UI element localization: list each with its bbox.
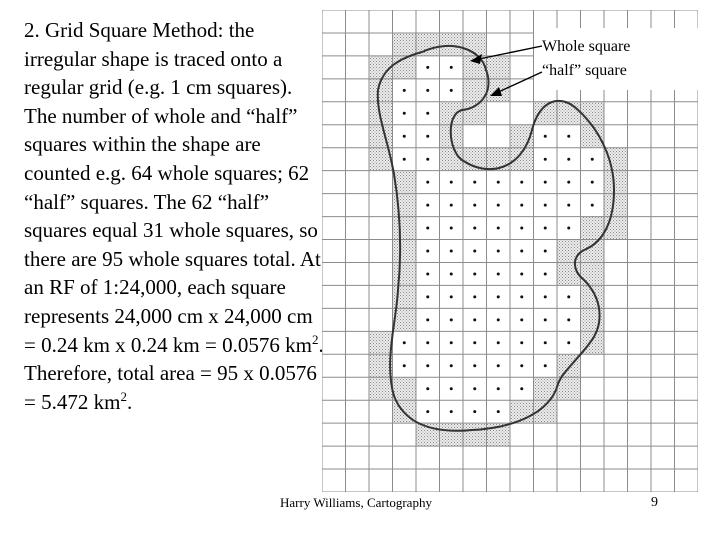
half-square-cell	[393, 240, 417, 263]
whole-square-dot	[497, 227, 500, 230]
superscript-1: 2	[311, 331, 319, 347]
whole-square-dot	[450, 66, 453, 69]
half-square-cell	[581, 217, 605, 240]
whole-square-dot	[426, 410, 429, 413]
whole-square-dot	[450, 181, 453, 184]
half-square-cell	[393, 33, 417, 56]
grid-figure	[322, 10, 698, 492]
whole-square-dot	[544, 364, 547, 367]
half-square-cell	[393, 262, 417, 285]
whole-square-dot	[544, 181, 547, 184]
text-part-1: 2. Grid Square Method: the irregular shape is traced onto a regular grid (e.g. 1 cm squares). The number of whole and “half” squares within the shape are counted e.g. 64 whole squares; 62 “half” squares. The 62 “half” squares equal 31 whole squares, so there are 95 whole squares total. At an RF of 1:24,000, each square represents 24,000 cm x 24,000 cm = 0.24 km x 0.24 km = 0.0576 km	[24, 18, 321, 357]
label-half-square: “half” square	[542, 62, 627, 79]
whole-square-dot	[426, 295, 429, 298]
whole-square-dot	[567, 227, 570, 230]
whole-square-dot	[426, 341, 429, 344]
whole-square-dot	[426, 250, 429, 253]
label-whole-square: Whole square	[542, 38, 631, 55]
whole-square-dot	[473, 341, 476, 344]
whole-square-dot	[426, 112, 429, 115]
whole-square-dot	[403, 112, 406, 115]
whole-square-dot	[497, 410, 500, 413]
whole-square-dot	[567, 318, 570, 321]
whole-square-dot	[473, 204, 476, 207]
half-square-cell	[581, 308, 605, 331]
whole-square-dot	[473, 250, 476, 253]
whole-square-dot	[450, 250, 453, 253]
whole-square-dot	[473, 227, 476, 230]
whole-square-dot	[520, 341, 523, 344]
whole-square-dot	[450, 272, 453, 275]
body-text	[24, 16, 324, 416]
whole-square-dot	[544, 341, 547, 344]
page-number: 9	[651, 495, 658, 510]
half-square-cell	[440, 33, 464, 56]
half-square-cell	[557, 262, 581, 285]
whole-square-dot	[567, 341, 570, 344]
whole-square-dot	[473, 364, 476, 367]
whole-square-dot	[544, 250, 547, 253]
whole-square-dot	[450, 410, 453, 413]
half-square-cell	[581, 125, 605, 148]
whole-square-dot	[591, 204, 594, 207]
whole-square-dot	[403, 89, 406, 92]
whole-square-dot	[497, 272, 500, 275]
half-square-cell	[369, 377, 393, 400]
whole-square-dot	[497, 387, 500, 390]
half-square-cell	[604, 148, 628, 171]
half-square-cell	[581, 102, 605, 125]
whole-square-dot	[497, 318, 500, 321]
half-square-cell	[369, 125, 393, 148]
whole-square-dot	[497, 250, 500, 253]
whole-square-dot	[426, 135, 429, 138]
whole-square-dot	[403, 158, 406, 161]
whole-square-dot	[426, 204, 429, 207]
whole-square-dot	[403, 364, 406, 367]
whole-square-dot	[473, 387, 476, 390]
half-square-cell	[393, 217, 417, 240]
whole-square-dot	[403, 135, 406, 138]
whole-square-dot	[544, 272, 547, 275]
whole-square-dot	[567, 135, 570, 138]
footer-credit: Harry Williams, Cartography	[280, 495, 432, 510]
half-square-cell	[440, 423, 464, 446]
whole-square-dot	[426, 272, 429, 275]
whole-square-dot	[450, 387, 453, 390]
half-square-cell	[393, 194, 417, 217]
whole-square-dot	[520, 318, 523, 321]
whole-square-dot	[426, 227, 429, 230]
half-square-cell	[369, 354, 393, 377]
whole-square-dot	[426, 364, 429, 367]
whole-square-dot	[567, 204, 570, 207]
whole-square-dot	[426, 89, 429, 92]
whole-square-dot	[520, 227, 523, 230]
whole-square-dot	[591, 181, 594, 184]
whole-square-dot	[426, 318, 429, 321]
whole-square-dot	[544, 318, 547, 321]
whole-square-dot	[403, 341, 406, 344]
whole-square-dot	[544, 135, 547, 138]
whole-square-dot	[544, 204, 547, 207]
whole-square-dot	[450, 204, 453, 207]
whole-square-dot	[520, 387, 523, 390]
half-square-cell	[369, 331, 393, 354]
half-square-cell	[463, 423, 487, 446]
whole-square-dot	[450, 89, 453, 92]
whole-square-dot	[520, 364, 523, 367]
whole-square-dot	[520, 204, 523, 207]
whole-square-dot	[520, 295, 523, 298]
whole-square-dot	[473, 181, 476, 184]
whole-square-dot	[497, 364, 500, 367]
whole-square-dot	[450, 364, 453, 367]
whole-square-dot	[591, 158, 594, 161]
whole-square-dot	[497, 341, 500, 344]
half-square-cell	[604, 171, 628, 194]
whole-square-dot	[450, 295, 453, 298]
whole-square-dot	[426, 158, 429, 161]
whole-square-dot	[544, 227, 547, 230]
text-part-2: . Therefore, total area = 95 x 0.0576 = 5.472 km	[24, 332, 324, 414]
explanation-paragraph	[24, 16, 324, 416]
whole-square-dot	[426, 66, 429, 69]
whole-square-dot	[544, 158, 547, 161]
half-square-cell	[393, 377, 417, 400]
whole-square-dot	[473, 272, 476, 275]
whole-square-dot	[567, 295, 570, 298]
text-part-3: .	[126, 389, 133, 414]
whole-square-dot	[520, 250, 523, 253]
whole-square-dot	[426, 181, 429, 184]
whole-square-dot	[473, 410, 476, 413]
half-square-cell	[604, 194, 628, 217]
whole-square-dot	[520, 181, 523, 184]
superscript-2: 2	[120, 388, 127, 404]
whole-square-dot	[567, 181, 570, 184]
whole-square-dot	[473, 295, 476, 298]
whole-square-dot	[567, 158, 570, 161]
whole-square-dot	[450, 227, 453, 230]
whole-square-dot	[450, 341, 453, 344]
whole-square-dot	[497, 181, 500, 184]
whole-square-dot	[426, 387, 429, 390]
whole-square-dot	[520, 272, 523, 275]
whole-square-dot	[473, 318, 476, 321]
half-square-cell	[557, 240, 581, 263]
whole-square-dot	[450, 318, 453, 321]
whole-square-dot	[544, 295, 547, 298]
whole-square-dot	[497, 204, 500, 207]
half-square-cell	[557, 102, 581, 125]
half-square-cell	[581, 262, 605, 285]
whole-square-dot	[497, 295, 500, 298]
half-square-cell	[487, 56, 511, 79]
